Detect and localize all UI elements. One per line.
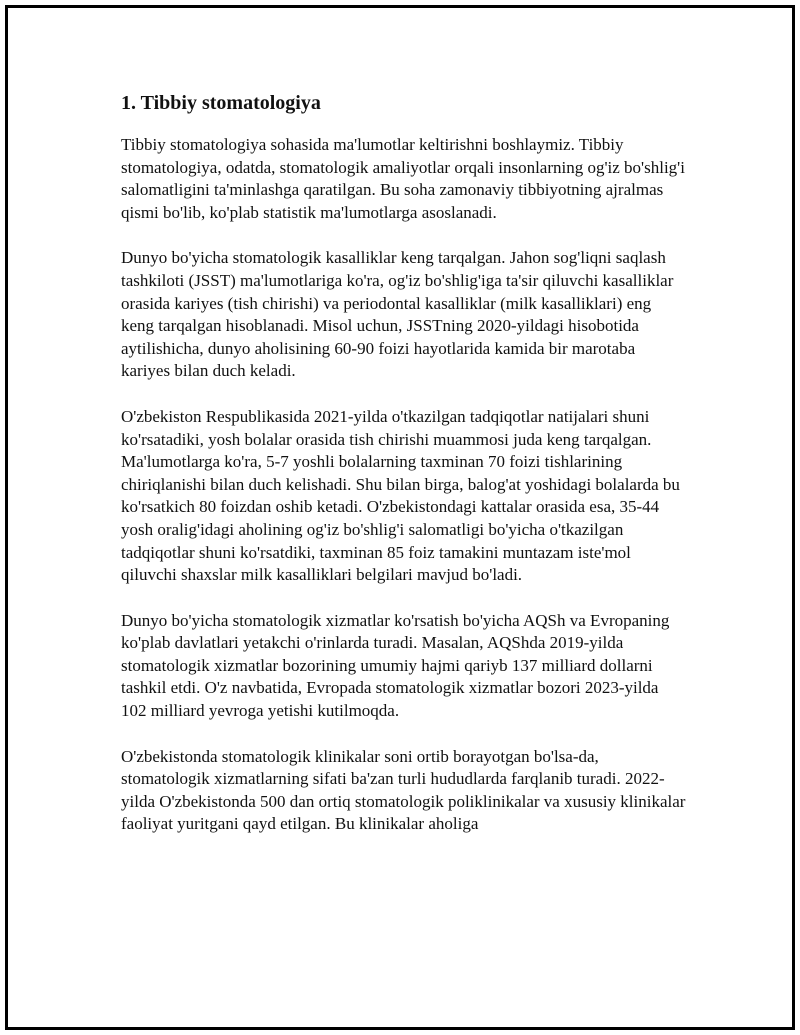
paragraph-clinics: O'zbekistonda stomatologik klinikalar soni ortib borayotgan bo'lsa-da, stomatologik xizmatlarning sifati ba'zan turli hududlarda farqlanib turadi. 2022-yilda O'zbekistonda 500 dan ortiq stomatologik poliklinikalar va xususiy klinikalar faoliyat yuritgani qayd etilgan. Bu klinikalar aholiga — [121, 746, 686, 834]
section-heading: 1. Tibbiy stomatologiya — [121, 92, 321, 114]
paragraph-world-statistics: Dunyo bo'yicha stomatologik kasalliklar keng tarqalgan. Jahon sog'liqni saqlash tashkiloti (JSST) ma'lumotlariga ko'ra, og'iz bo'shlig'iga ta'sir qiluvchi kasalliklar orasida kariyes (tish chirishi) va periodontal kasalliklar (milk kasalliklari) eng keng tarqalgan hisoblanadi. Misol uchun, JSSTning 2020-yildagi hisobotida aytilishicha, dunyo aholisining 60-90 foizi hayotlarida kamida bir marotaba kariyes bilan duch keladi. — [121, 248, 674, 381]
document-body — [121, 90, 686, 859]
page-frame — [5, 5, 795, 1030]
paragraph-uzbekistan-research: O'zbekiston Respublikasida 2021-yilda o'tkazilgan tadqiqotlar natijalari shuni ko'rsatadiki, yosh bolalar orasida tish chirishi muammosi juda keng tarqalgan. Ma'lumotlarga ko'ra, 5-7 yoshli bolalarning taxminan 70 foizi tishlarining chiriqlanishi bilan duch kelishadi. Shu bilan birga, balog'at yoshidagi bolalarda bu ko'rsatkich 80 foizdan oshib ketadi. O'zbekistondagi kattalar orasida esa, 35-44 yosh oralig'idagi aholining og'iz bo'shlig'i salomatligi bo'yicha o'tkazilgan tadqiqotlar shuni ko'rsatdiki, taxminan 85 foiz tamakini muntazam iste'mol qiluvchi shaxslar milk kasalliklari belgilari mavjud bo'ladi. — [121, 406, 680, 585]
paragraph-intro: Tibbiy stomatologiya sohasida ma'lumotlar keltirishni boshlaymiz. Tibbiy stomatologiya, odatda, stomatologik amaliyotlar orqali insonlarning og'iz bo'shlig'i salomatligini ta'minlashga qaratilgan. Bu soha zamonaviy tibbiyotning ajralmas qismi bo'lib, ko'plab statistik ma'lumotlarga asoslanadi. — [121, 135, 685, 222]
paragraph-market: Dunyo bo'yicha stomatologik xizmatlar ko'rsatish bo'yicha AQSh va Evropaning ko'plab davlatlari yetakchi o'rinlarda turadi. Masalan, AQShda 2019-yilda stomatologik xizmatlar bozorining umumiy hajmi qariyb 137 milliard dollarni tashkil etdi. O'z navbatida, Evropada stomatologik xizmatlar bozori 2023-yilda 102 milliard yevroga yetishi kutilmoqda. — [121, 610, 670, 721]
